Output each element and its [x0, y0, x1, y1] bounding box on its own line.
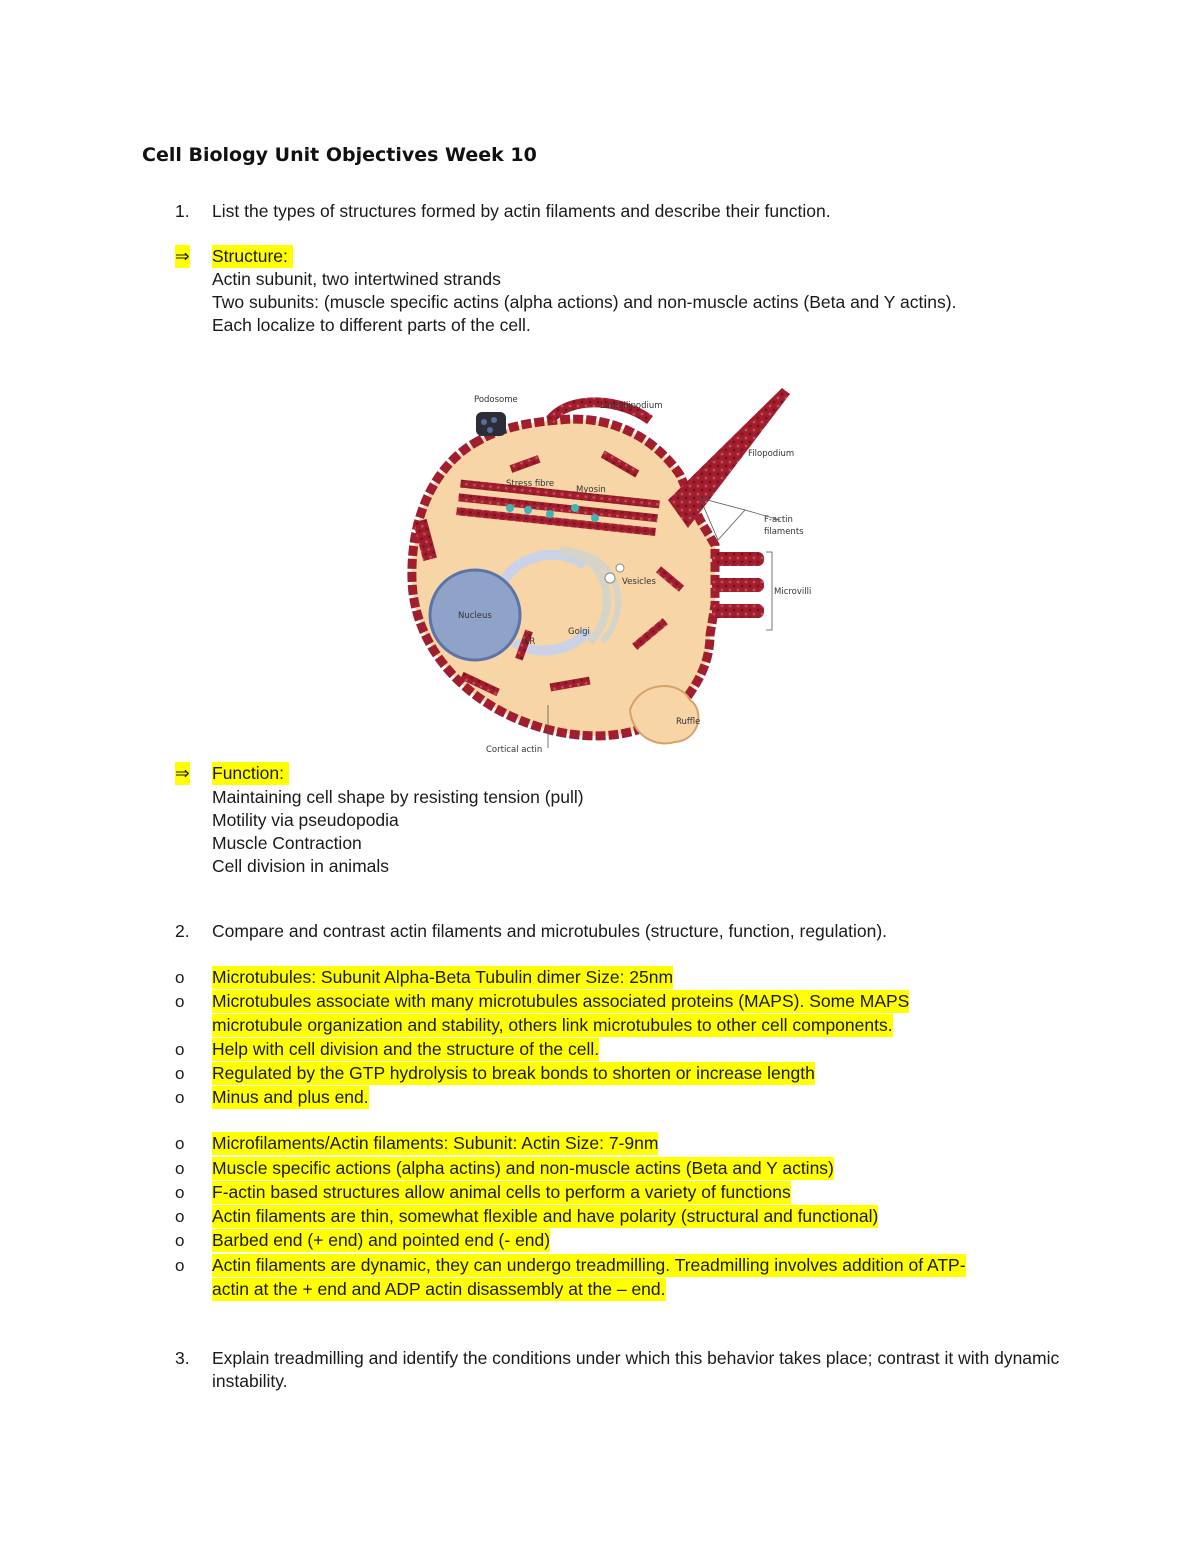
actin-structures-figure	[400, 380, 820, 760]
function-line: Motility via pseudopodia	[212, 810, 399, 830]
bullet: o	[175, 1064, 185, 1083]
function-line: Muscle Contraction	[212, 833, 362, 853]
structure-line: Two subunits: (muscle specific actins (alpha actions) and non-muscle actins (Beta and Y actins).	[212, 292, 957, 312]
label-nucleus: Nucleus	[458, 611, 492, 621]
arrow-icon: ⇒	[175, 763, 190, 783]
label-cortical-actin: Cortical actin	[486, 745, 543, 755]
label-filaments: filaments	[764, 527, 804, 537]
label-er: ER	[524, 637, 536, 647]
label-golgi: Golgi	[568, 627, 590, 637]
bullet: o	[175, 992, 185, 1011]
question-1-text: List the types of structures formed by actin filaments and describe their function.	[212, 201, 831, 221]
label-microvilli: Microvilli	[774, 587, 812, 597]
bullet: o	[175, 1134, 185, 1153]
bullet: o	[175, 1231, 185, 1250]
question-2-text: Compare and contrast actin filaments and microtubules (structure, function, regulation).	[212, 921, 888, 941]
structure-line: Actin subunit, two intertwined strands	[212, 269, 501, 289]
bullet: o	[175, 1159, 185, 1178]
bullet: o	[175, 1088, 185, 1107]
bullet: o	[175, 1256, 185, 1275]
label-podosome: Podosome	[474, 395, 518, 405]
function-heading: Function:	[212, 762, 289, 785]
question-2-number: 2.	[175, 921, 190, 941]
label-filopodium: Filopodium	[748, 449, 795, 459]
document-title: Cell Biology Unit Objectives Week 10	[142, 144, 537, 166]
question-1-number: 1.	[175, 201, 190, 221]
function-line: Cell division in animals	[212, 856, 390, 876]
bullet: o	[175, 1207, 185, 1226]
function-line: Maintaining cell shape by resisting tension (pull)	[212, 787, 584, 807]
label-vesicles: Vesicles	[622, 577, 656, 587]
label-lamellipodium: Lamellipodium	[600, 401, 663, 411]
label-factin: F-actin	[764, 515, 793, 525]
document-page: Cell Biology Unit Objectives Week 10 1. List the types of structures formed by actin filaments and describe their function. ⇒ Structure: Actin subunit, two intertwined strands Two subunits: (muscle specific actins (alpha actions) and non-muscle actins (Beta and Y actins). Each localize to different parts of the cell. Podosome Lamellipodium Filopodium Stress fibre Myosin F-actin filaments Vesicles Microvilli Nucleus Golgi ER Ruffle Cortical actin ⇒ Function: Maintaining cell shape by resisting tension (pull) Motility via pseudopodia Muscle Contraction Cell division in animals 2. Compare and contrast actin filaments and microtubules (structure, function, regulation). o Microtubules: Subunit Alpha-Beta Tubulin dimer Size: 25nm o Microtubules associate with many microtubules associated proteins (MAPS). Some MAPS microtubule organization and stability, others link microtubules to other cell components. o Help with cell division and the structure of the cell. o Regulated by the GTP hydrolysis to break bonds to shorten or increase length o Minus and plus end. o Microfilaments/Actin filaments: Subunit: Actin Size: 7-9nm o Muscle specific actions (alpha actins) and non-muscle actins (Beta and Y actins) o F-actin based structures allow animal cells to perform a variety of functions o Actin filaments are thin, somewhat flexible and have polarity (structural and functional) o Barbed end (+ end) and pointed end (- end) o Actin filaments are dynamic, they can undergo treadmilling. Treadmilling involves addition of ATP- actin at the + end and ADP actin disassembly at the – end. 3. Explain treadmilling and identify the conditions under which this behavior takes place; contrast it with dynamic instability.	[0, 0, 1200, 1553]
cell-diagram	[400, 380, 820, 760]
question-3-number: 3.	[175, 1348, 190, 1368]
structure-line: Each localize to different parts of the cell.	[212, 315, 531, 335]
arrow-icon: ⇒	[175, 246, 190, 266]
label-stress-fibre: Stress fibre	[506, 479, 555, 489]
bullet: o	[175, 1183, 185, 1202]
vesicles	[605, 573, 615, 583]
structure-heading: Structure:	[212, 245, 293, 268]
label-ruffle: Ruffle	[676, 717, 701, 727]
microvilli	[712, 552, 764, 566]
bullet: o	[175, 1040, 185, 1059]
label-myosin: Myosin	[576, 485, 606, 495]
question-3-text: Explain treadmilling and identify the conditions under which this behavior takes place; contrast it with dynamic instability.	[212, 1348, 1060, 1391]
bullet: o	[175, 968, 185, 987]
